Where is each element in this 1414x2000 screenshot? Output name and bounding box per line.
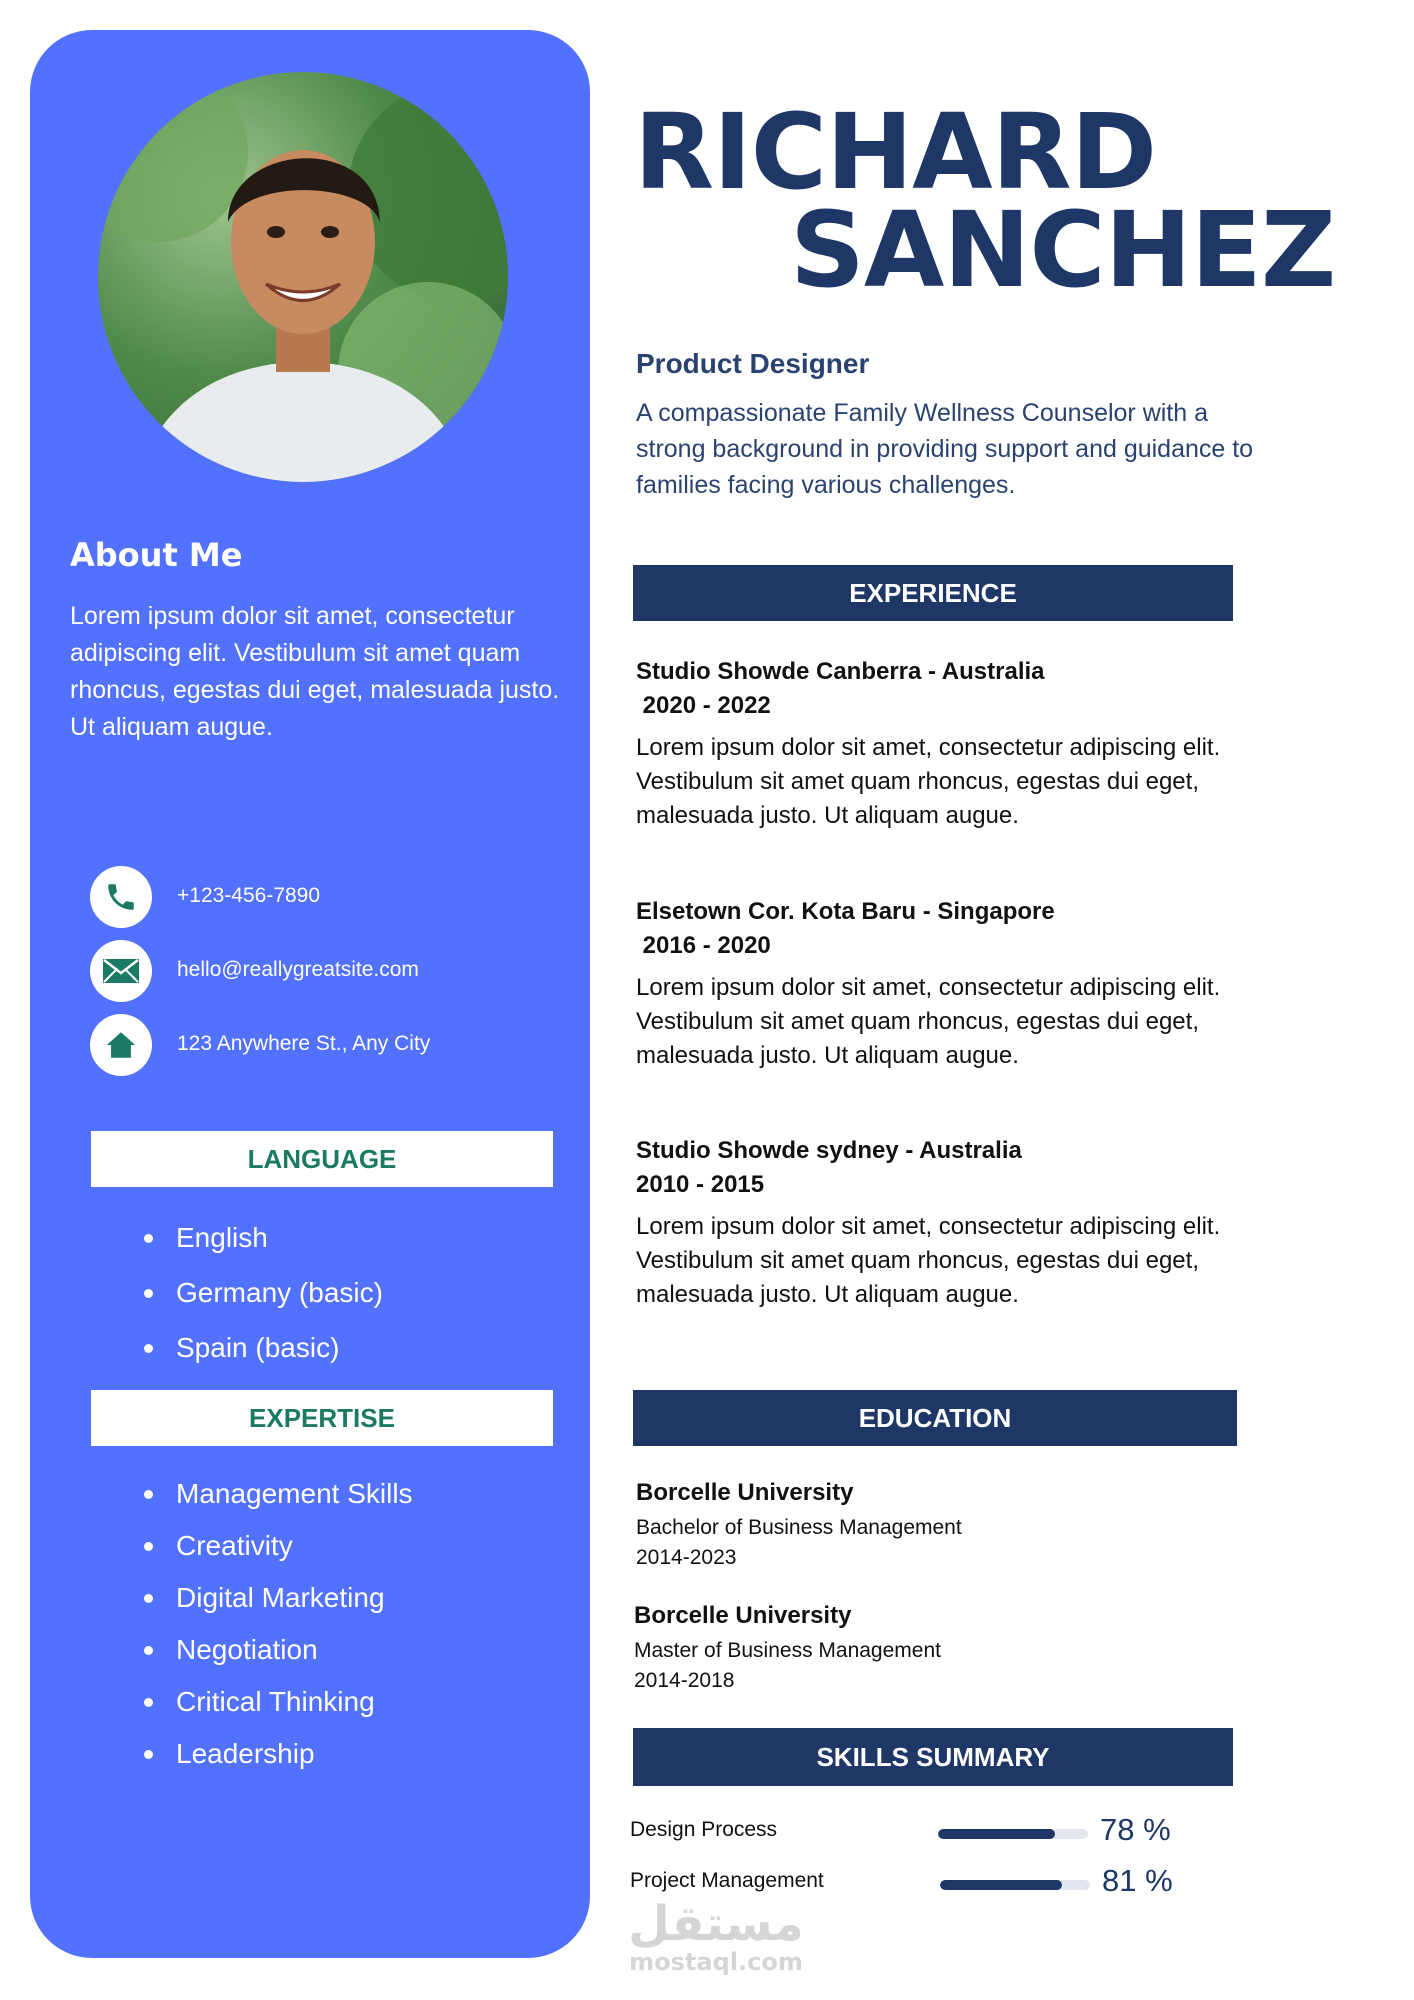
skill-percent: 78 %	[1100, 1812, 1171, 1847]
list-item: Digital Marketing	[138, 1572, 413, 1624]
skill-percent: 81 %	[1102, 1863, 1173, 1898]
experience-description: Lorem ipsum dolor sit amet, consectetur adipiscing elit. Vestibulum sit amet quam rhoncus, egestas dui eget, malesuada justo. Ut aliquam augue.	[636, 1213, 1221, 1308]
education-degree: Bachelor of Business Management	[636, 1516, 962, 1539]
experience-item	[636, 655, 1276, 833]
experience-years: 2020 - 2022	[636, 692, 771, 719]
list-item: English	[138, 1210, 383, 1265]
experience-description: Lorem ipsum dolor sit amet, consectetur adipiscing elit. Vestibulum sit amet quam rhoncus, egestas dui eget, malesuada justo. Ut aliquam augue.	[636, 734, 1221, 829]
phone-icon	[90, 866, 152, 928]
profile-photo-illustration	[98, 72, 508, 482]
skill-progress-fill	[940, 1880, 1062, 1890]
last-name: SANCHEZ	[790, 189, 1336, 311]
education-years: 2014-2018	[634, 1669, 735, 1692]
list-item: Leadership	[138, 1728, 413, 1780]
watermark-arabic: مستقل	[628, 1896, 804, 1952]
experience-years: 2016 - 2020	[636, 932, 771, 959]
education-heading: EDUCATION	[633, 1390, 1237, 1446]
profile-summary: A compassionate Family Wellness Counselor with a strong background in providing support and guidance to families facing various challenges.	[636, 399, 1254, 499]
experience-company: Studio Showde sydney - Australia	[636, 1137, 1022, 1164]
address-text: 123 Anywhere St., Any City	[177, 1032, 431, 1055]
experience-company: Elsetown Cor. Kota Baru - Singapore	[636, 898, 1055, 925]
skill-progress-bar	[938, 1829, 1088, 1839]
skill-label: Project Management	[630, 1869, 824, 1892]
experience-description: Lorem ipsum dolor sit amet, consectetur adipiscing elit. Vestibulum sit amet quam rhoncus, egestas dui eget, malesuada justo. Ut aliquam augue.	[636, 974, 1221, 1069]
profile-photo	[98, 72, 508, 482]
email-text: hello@reallygreatsite.com	[177, 958, 419, 981]
experience-company: Studio Showde Canberra - Australia	[636, 658, 1045, 685]
first-name: RICHARD	[634, 91, 1157, 213]
list-item: Management Skills	[138, 1468, 413, 1520]
education-item	[636, 1477, 962, 1573]
experience-item	[636, 895, 1276, 1073]
skill-label: Design Process	[630, 1818, 778, 1841]
education-school: Borcelle University	[636, 1479, 854, 1506]
education-years: 2014-2023	[636, 1546, 737, 1569]
job-title: Product Designer	[636, 348, 870, 379]
education-school: Borcelle University	[634, 1602, 852, 1629]
education-degree: Master of Business Management	[634, 1639, 941, 1662]
envelope-icon	[90, 940, 152, 1002]
list-item: Negotiation	[138, 1624, 413, 1676]
language-list	[138, 1210, 383, 1375]
skill-progress-fill	[938, 1829, 1055, 1839]
about-text: Lorem ipsum dolor sit amet, consectetur adipiscing elit. Vestibulum sit amet quam rhoncus, egestas dui eget, malesuada justo. Ut aliquam augue.	[70, 602, 560, 741]
watermark-logo	[626, 1898, 806, 1974]
list-item: Creativity	[138, 1520, 413, 1572]
about-heading: About Me	[70, 536, 243, 574]
list-item: Critical Thinking	[138, 1676, 413, 1728]
phone-text: +123-456-7890	[177, 884, 321, 907]
experience-item	[636, 1134, 1276, 1312]
watermark-latin: mostaql.com	[629, 1948, 803, 1976]
home-icon	[90, 1014, 152, 1076]
skills-summary-heading: SKILLS SUMMARY	[633, 1728, 1233, 1786]
experience-heading: EXPERIENCE	[633, 565, 1233, 621]
language-heading: LANGUAGE	[91, 1131, 553, 1187]
education-item	[634, 1600, 941, 1696]
expertise-list	[138, 1468, 413, 1780]
expertise-heading: EXPERTISE	[91, 1390, 553, 1446]
skill-row	[630, 1812, 1250, 1852]
list-item: Spain (basic)	[138, 1320, 383, 1375]
list-item: Germany (basic)	[138, 1265, 383, 1320]
skill-progress-bar	[940, 1880, 1090, 1890]
experience-years: 2010 - 2015	[636, 1171, 765, 1198]
